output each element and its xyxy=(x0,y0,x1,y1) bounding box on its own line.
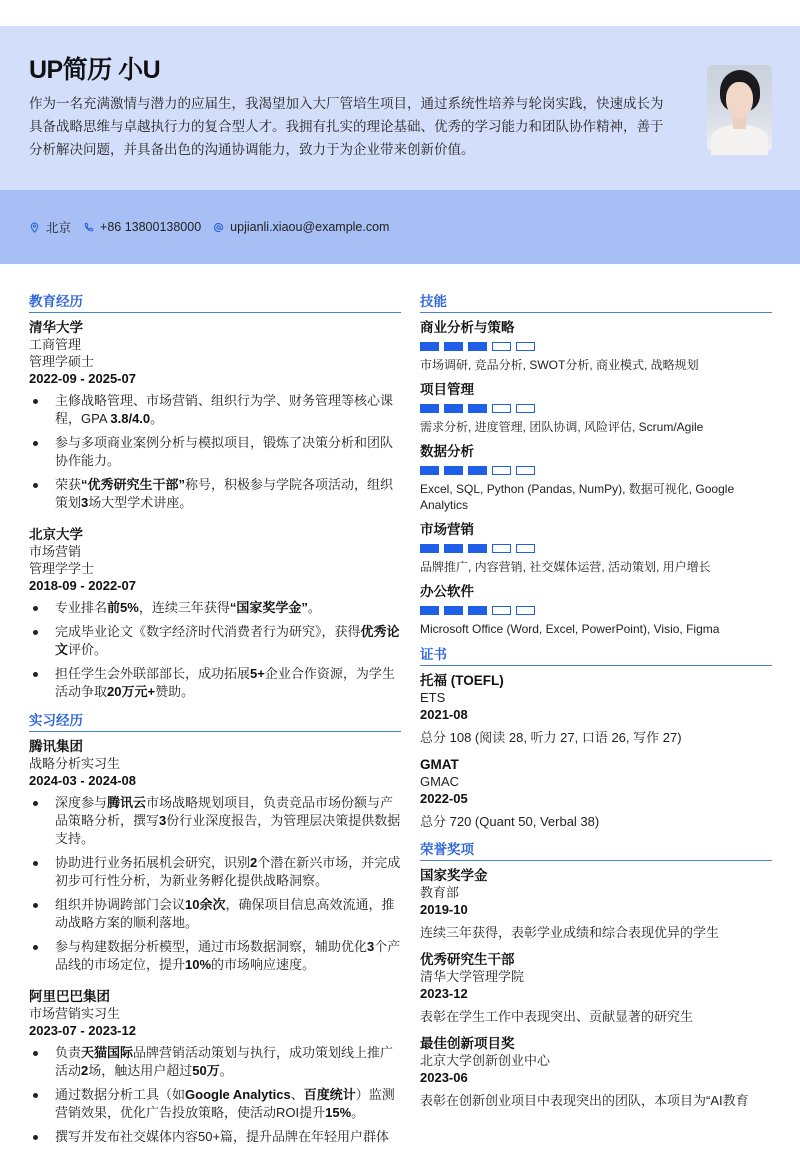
cert-date: 2022-05 xyxy=(420,791,468,806)
skill-name: 项目管理 xyxy=(420,382,474,397)
skill-keywords: 需求分析, 进度管理, 团队协调, 风险评估, Scrum/Agile xyxy=(420,420,704,434)
cert-desc: 总分 720 (Quant 50, Verbal 38) xyxy=(420,814,600,829)
cert-name: GMAT xyxy=(420,757,459,772)
bullet-item: 通过数据分析工具（如Google Analytics、百度统计）监测营销效果，优化广告投放策略，使活动ROI提升15%。 xyxy=(29,1086,401,1122)
level-filled-block xyxy=(420,606,439,615)
level-empty-block xyxy=(492,466,511,475)
level-filled-block xyxy=(420,466,439,475)
major: 工商管理 xyxy=(29,337,82,352)
skill-item xyxy=(420,583,772,637)
level-filled-block xyxy=(444,404,463,413)
skill-name: 商业分析与策略 xyxy=(420,320,515,335)
education-heading: 教育经历 xyxy=(29,292,401,313)
award-entry xyxy=(420,1035,772,1109)
internship-entry xyxy=(29,738,401,974)
skill-item xyxy=(420,521,772,575)
level-empty-block xyxy=(516,342,535,351)
bullet-item: 撰写并发布社交媒体内容50+篇，提升品牌在年轻用户群体 xyxy=(29,1128,401,1146)
level-filled-block xyxy=(468,544,487,553)
level-empty-block xyxy=(492,606,511,615)
job-bullets xyxy=(29,1044,401,1146)
bullet-item: 组织并协调跨部门会议10余次，确保项目信息高效流通，推动战略方案的顺利落地。 xyxy=(29,896,401,932)
level-filled-block xyxy=(468,466,487,475)
certificate-entry xyxy=(420,756,772,830)
award-entry xyxy=(420,951,772,1025)
skill-level-meter xyxy=(420,544,772,553)
education-entry xyxy=(29,526,401,701)
awards-heading: 荣誉奖项 xyxy=(420,840,772,861)
skill-keywords: 市场调研, 竞品分析, SWOT分析, 商业模式, 战略规划 xyxy=(420,358,699,372)
award-name: 优秀研究生干部 xyxy=(420,952,515,967)
level-filled-block xyxy=(468,606,487,615)
bullet-item: 参与多项商业案例分析与模拟项目，锻炼了决策分析和团队协作能力。 xyxy=(29,434,401,470)
level-filled-block xyxy=(444,466,463,475)
company-name: 腾讯集团 xyxy=(29,739,83,754)
at-sign-icon xyxy=(213,222,224,233)
left-column xyxy=(29,292,401,1152)
edu-bullets xyxy=(29,392,401,512)
level-empty-block xyxy=(516,466,535,475)
phone-icon xyxy=(83,222,94,233)
email-text: upjianli.xiaou@example.com xyxy=(230,220,390,234)
award-date: 2023-12 xyxy=(420,986,468,1001)
school-name: 北京大学 xyxy=(29,527,83,542)
level-filled-block xyxy=(444,544,463,553)
bullet-item: 荣获“优秀研究生干部”称号，积极参与学院各项活动，组织策划3场大型学术讲座。 xyxy=(29,476,401,512)
cert-issuer: GMAC xyxy=(420,774,459,789)
award-issuer: 清华大学管理学院 xyxy=(420,969,525,984)
award-name: 国家奖学金 xyxy=(420,868,488,883)
skill-name: 数据分析 xyxy=(420,444,474,459)
skill-name: 办公软件 xyxy=(420,584,474,599)
award-desc: 表彰在学生工作中表现突出、贡献显著的研究生 xyxy=(420,1009,694,1024)
major: 市场营销 xyxy=(29,544,82,559)
contact-location xyxy=(29,218,71,236)
skill-item xyxy=(420,381,772,435)
award-entry xyxy=(420,867,772,941)
right-column xyxy=(420,292,772,1119)
cert-date: 2021-08 xyxy=(420,707,468,722)
level-filled-block xyxy=(444,342,463,351)
school-name: 清华大学 xyxy=(29,320,83,335)
education-section xyxy=(29,292,401,701)
candidate-name: UP简历 小U xyxy=(29,56,161,84)
internship-entry xyxy=(29,988,401,1146)
profile-photo xyxy=(707,65,772,151)
job-role: 市场营销实习生 xyxy=(29,1006,121,1021)
level-filled-block xyxy=(420,342,439,351)
certificates-heading: 证书 xyxy=(420,645,772,666)
edu-date: 2018-09 - 2022-07 xyxy=(29,578,136,593)
job-date: 2024-03 - 2024-08 xyxy=(29,773,136,788)
internship-heading: 实习经历 xyxy=(29,711,401,732)
degree: 管理学硕士 xyxy=(29,354,95,369)
skill-level-meter xyxy=(420,466,772,475)
skill-level-meter xyxy=(420,342,772,351)
contact-bar xyxy=(0,190,800,264)
award-date: 2023-06 xyxy=(420,1070,468,1085)
award-issuer: 北京大学创新创业中心 xyxy=(420,1053,551,1068)
awards-section xyxy=(420,840,772,1109)
skill-name: 市场营销 xyxy=(420,522,474,537)
edu-bullets xyxy=(29,599,401,701)
skill-keywords: Excel, SQL, Python (Pandas, NumPy), 数据可视化, Google Analytics xyxy=(420,482,735,512)
page-top-margin xyxy=(0,0,800,26)
skill-level-meter xyxy=(420,606,772,615)
skill-item xyxy=(420,443,772,513)
skill-keywords: Microsoft Office (Word, Excel, PowerPoint), Visio, Figma xyxy=(420,622,720,636)
job-date: 2023-07 - 2023-12 xyxy=(29,1023,136,1038)
level-filled-block xyxy=(420,404,439,413)
level-filled-block xyxy=(468,404,487,413)
level-filled-block xyxy=(444,606,463,615)
level-empty-block xyxy=(516,544,535,553)
bullet-item: 完成毕业论文《数字经济时代消费者行为研究》，获得优秀论文评价。 xyxy=(29,623,401,659)
resume-header xyxy=(0,26,800,190)
certificate-entry xyxy=(420,672,772,746)
award-date: 2019-10 xyxy=(420,902,468,917)
bullet-item: 主修战略管理、市场营销、组织行为学、财务管理等核心课程，GPA 3.8/4.0。 xyxy=(29,392,401,428)
internship-section xyxy=(29,711,401,1146)
level-filled-block xyxy=(468,342,487,351)
level-empty-block xyxy=(516,404,535,413)
contact-email[interactable] xyxy=(213,220,389,234)
job-role: 战略分析实习生 xyxy=(29,756,121,771)
award-name: 最佳创新项目奖 xyxy=(420,1036,515,1051)
edu-date: 2022-09 - 2025-07 xyxy=(29,371,136,386)
cert-issuer: ETS xyxy=(420,690,446,705)
award-issuer: 教育部 xyxy=(420,885,460,900)
cert-name: 托福 (TOEFL) xyxy=(420,673,504,688)
bullet-item: 参与构建数据分析模型，通过市场数据洞察，辅助优化3个产品线的市场定位，提升10%的市场响应速度。 xyxy=(29,938,401,974)
level-empty-block xyxy=(492,544,511,553)
bullet-item: 负责天猫国际品牌营销活动策划与执行，成功策划线上推广活动2场，触达用户超过50万。 xyxy=(29,1044,401,1080)
award-desc: 连续三年获得，表彰学业成绩和综合表现优异的学生 xyxy=(420,925,720,940)
degree: 管理学学士 xyxy=(29,561,95,576)
bullet-item: 协助进行业务拓展机会研究，识别2个潜在新兴市场，并完成初步可行性分析，为新业务孵化提供战略洞察。 xyxy=(29,854,401,890)
skills-list xyxy=(420,319,772,637)
award-desc: 表彰在创新创业项目中表现突出的团队，本项目为“AI教育 xyxy=(420,1093,749,1108)
phone-text: +86 13800138000 xyxy=(100,220,202,234)
skill-keywords: 品牌推广, 内容营销, 社交媒体运营, 活动策划, 用户增长 xyxy=(420,560,711,574)
certificates-section xyxy=(420,645,772,830)
personal-summary: 作为一名充满激情与潜力的应届生，我渴望加入大厂管培生项目，通过系统性培养与轮岗实践，快速成长为具备战略思维与卓越执行力的复合型人才。我拥有扎实的理论基础、优秀的学习能力和团队协作精神，善于分析解决问题，并具备出色的沟通协调能力，致力于为企业带来创新价值。 xyxy=(29,96,664,157)
level-empty-block xyxy=(492,342,511,351)
education-entry xyxy=(29,319,401,512)
cert-desc: 总分 108 (阅读 28, 听力 27, 口语 26, 写作 27) xyxy=(420,730,682,745)
contact-phone[interactable] xyxy=(83,220,201,234)
level-filled-block xyxy=(420,544,439,553)
level-empty-block xyxy=(516,606,535,615)
skill-level-meter xyxy=(420,404,772,413)
company-name: 阿里巴巴集团 xyxy=(29,989,110,1004)
location-text: 北京 xyxy=(46,221,72,235)
skills-section xyxy=(420,292,772,637)
skill-item xyxy=(420,319,772,373)
bullet-item: 专业排名前5%，连续三年获得“国家奖学金”。 xyxy=(29,599,401,617)
level-empty-block xyxy=(492,404,511,413)
bullet-item: 担任学生会外联部部长，成功拓展5+企业合作资源，为学生活动争取20万元+赞助。 xyxy=(29,665,401,701)
skills-heading: 技能 xyxy=(420,292,772,313)
job-bullets xyxy=(29,794,401,974)
bullet-item: 深度参与腾讯云市场战略规划项目，负责竞品市场份额与产品策略分析，撰写3份行业深度报告，为管理层决策提供数据支持。 xyxy=(29,794,401,848)
location-pin-icon xyxy=(29,222,40,233)
